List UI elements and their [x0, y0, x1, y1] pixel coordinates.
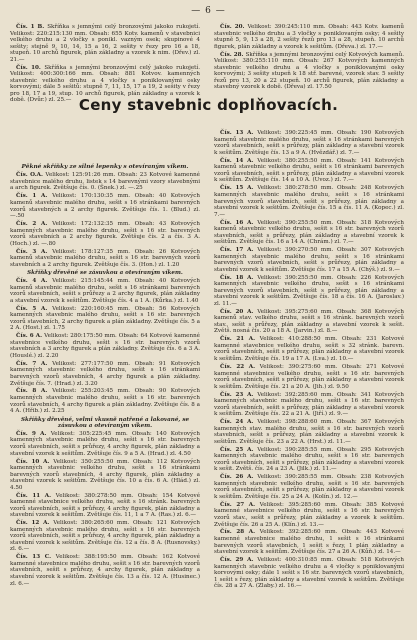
entry-number: Čís. 28 A. [220, 529, 260, 536]
catalog-entry [214, 130, 404, 156]
entry-text: Velikost: 380:278:50 mm. Obsah: 248 Kotvových kamenných stavebnic malého druhu, sešit s 16 stránkami barevných vzorů stavebních, sešit s průřezy, plán základny a stavební vzorek k sešitům. Zvětšuje čís. 15 a čís. 11 A. (Kopec.) zl. 7.— [214, 185, 404, 218]
catalog-entry [10, 306, 200, 332]
entry-text: Velikost: 390:245:110 mm. Obsah: 443 Kotv. kamenů stavebnic velkého druhu a 3 vločky s poniklovaným osky; 4 sešity stupně 5, 9, 13 a 28, 2 sešity řezů pro 13 a 28, stupeň. 10 archů figurek, plán základny a vzorek k sešitům. (Dřeva.) zl. 17.— [214, 24, 404, 50]
entry-number: Čís. 10. [16, 64, 45, 71]
catalog-entry [214, 220, 404, 246]
catalog-entry [10, 493, 200, 519]
catalog-entry [214, 52, 404, 91]
entry-number: Čís. 13 A. [220, 130, 258, 137]
entry-text: Velikost: 178:127:35 mm. Obsah: 26 Kotvových kamenů stavebnic malého druhu, sešit s 16 str. barevných vzorů stavebních a 2 archy figurek. Zvětšuje čís. 3. (Hon.) zl. 1.20 [10, 248, 200, 268]
catalog-entry [10, 459, 200, 492]
entry-text: Velikost: 388:195:50 mm. Obsah: 162 Kotvové kamenné stavebnice malého druhu, sešit s 16 str. barevných vzorů stavebních, sešit s průřezy, 4 archy figurek, plán základny a stavební vzorek k sešitům. Zvětšuje čís. 13 a čís. 12 A. (Husinec.) zl. 6.— [10, 554, 200, 587]
entry-number: Čís. 3 A. [16, 248, 53, 255]
entry-text: Velikost: 390:255:50 mm. Obsah: 226 Kotvových kamenných stavebnic velkého druhu, sešit s 16 stránkami barevných vzorů stavebních, sešit s průřezy, plán základny a stavební vzorek k sešitům. Zvětšuje čís. 18 a čís. 16 A. (Jaroslav.) zl. 11.— [214, 274, 404, 307]
entry-text: Velikost: 390:255:50 mm. Obsah: 318 Kotvových kamenů stavebnic velkého druhu, sešit s 16 str. barevných vzorů stavebních, sešit s průřezy, plán základny a stavební vzorek k sešitům. Zvětšuje čís. 16 a 14 A. (Chrám.) zl. 7.— [214, 219, 404, 246]
top-right-entries [214, 24, 404, 91]
entry-text: Velikost: 220:160:45 mm. Obsah: 56 Kotvových kamenných stavebnic malého druhu, sešit s 16 str. barevných vzorů stavebních, 2 archy figurek a plán základny. Zvětšuje čís. 5 a 2 A. (Host.) zl. 1.75 [10, 305, 200, 332]
entry-text: Velikost: 390:285:55 mm. Obsah: 238 Kotvových kamenných stavebnic velkého druhu, sešit s 16 str. barevných vzorů stavebních, sešit s průřezy, plán základny a stavební vzorek k sešitům. Zvětšuje čís. 25 a 24 A. (Kolín.) zl. 12.— [214, 474, 404, 500]
entry-number: Čís. 16 A. [220, 219, 258, 226]
catalog-entry [10, 278, 200, 304]
catalog-entry [10, 554, 200, 587]
entry-number: Čís. 20. [220, 24, 248, 30]
entry-text: Velikost: 380:278:50 mm. Obsah: 154 Kotvové kamenné stavebnice velkého druhu, sešit s 16 stránk. barevných vzorů stavebních, sešit s průřezy, 4 archy figurek, plán základny a stavební vzorek k sešitům. Zvětšuje čís. 11, 1 a 7 A. (Ras.) zl. 6.— [10, 492, 200, 519]
entry-number: Čís. 28. [220, 51, 246, 58]
entry-number: Čís. 13 C. [16, 554, 56, 561]
catalog-entry [214, 247, 404, 273]
entry-text: Velikost: 390:285:55 mm. Obsah: 295 Kotvových kamenných stavebnic malého druhu, sešit s 16 str. barevných vzorů stavebních, sešit s průřezy, plán základny a stavební vzorek k sešit. Zvětš. čís. 24 a 23 A. (Jilk.) zl. 11.— [214, 446, 404, 473]
entry-text: Velikost: 305:225:45 mm. Obsah: 140 Kotvových kamenných stavebnic malého druhu, sešit s 16 str. barevných vzorů stavebních, sešit s průřezy, 4 archy figurek, plán základny a stavební vzorek k sešitům. Zvětšuje čís. 9 a 5 A. (Hrad.) zl. 4.50 [10, 430, 200, 457]
entry-text: Velikost: 125:91:26 mm. Obsah: 23 Kotvové kamenné stavebnice malého druhu, listek s 14 barevnými vzory stavebnými a arch figurek. Zvětšuje čís. 0. (Šnek.) zl. —.25 [10, 172, 200, 192]
entry-number: Čís. 6 A. [16, 333, 45, 340]
catalog-entry [214, 364, 404, 390]
catalog-entry [214, 502, 404, 528]
entry-number: Čís. 12 A. [16, 520, 54, 527]
entry-number: Čís. 8 A. [16, 388, 53, 395]
entry-number: Čís. 25 A. [220, 446, 258, 453]
entry-text: Velikost: 172:132:35 mm. Obsah: 43 Kotvových kamenných stavebnic malého druhu, sešit s 16 str. barevných vzorů stavebních a 2 archy figurek. Zvětšuje čís. 2 a čís. 3 A. (Hoch.) zl. —.80 [10, 221, 200, 247]
catalog-entry [214, 336, 404, 362]
section-heading: Pěkné skříňky ze silné lepenky s otevíraným víkem. [21, 164, 189, 171]
entry-text: Velikost: 390:225:45 mm. Obsah: 190 Kotvových kamenů stavebnic malého druhu, sešit s 16 stránkami barevných vzorů stavebních, sešit s průřezy, plán základny a stavební vzorek k sešitům. Zvětšuje čís. 13 a 9 A. (Hvězdář.) zl. 7.— [214, 130, 404, 156]
entry-number: Čís. 7 A. [16, 360, 53, 367]
catalog-entry [10, 333, 200, 359]
catalog-entry [214, 275, 404, 308]
entry-text: Velikost: 280:175:50 mm. Obsah: 64 Kotvové kamenné stavebnice velkého druhu, sešit s 16 str. barevných vzorů stavebních a 3 archy figurek a plán základny. Zvětšuje čís. 6 a 3 A. (Houslé.) zl. 2.20 [10, 333, 200, 359]
right-body-entries [214, 130, 404, 590]
entry-number: Čís. O.A. [16, 172, 46, 179]
entry-text: Velikost: 392:285:60 mm. Obsah: 443 Kotvové kamenné stavebnice malého druhu, 1 sešit s 16 stránkami barevných vzorů stavebních, 1 sešit s řezy, 1 plán základny a stavební vzorek k sešitům. Zvětšuje čís. 27 a 26 A. (Kůň.) zl. 14.— [214, 529, 404, 556]
catalog-entry [10, 221, 200, 247]
entry-text: Skříňka s jemnými bronzovými celý jakoko rukojetí. Velikost: 400:300:166 mm. Obsah: 881 Kotvov. kamenných stavebnic velkého druhu a 4 vločky s poniklovanými osky korvovými; dále 5 sešitů: stupně 7, 11, 15, 17 a 19, 2 sešity v řezy pro 18, 17 a 19, stup. 10 archů figurek, plán základny a vzorek k době. (Dvůr.) zl. 25.— [10, 64, 200, 104]
entry-text: Velikost: 395:275:60 mm. Obsah: 368 Kotvových kamenů stav. velkého druhu, sešit s 16 stránk. barevných vzorů stav., sešit s průřezy, plán základny a stavební vzorek k sešit. Zvětš. nosná čís. 20 a 18 A. (Jarvin.) zl. 8.— [214, 308, 404, 335]
entry-number: Čís. 1 A. [16, 193, 53, 200]
catalog-entry [10, 361, 200, 387]
page-title: Ceny stavebnic doplňovacích. [78, 96, 339, 114]
entry-text: Velikost: 380:255:50 mm. Obsah: 141 Kotvových kamenů stavebnic velkého druhu, sešit s 16 stránkami barevných vzorů stavebních, sešit s průřezy, plán základny a stavební vzorek k sešitům. Zvětšuje čís. 14 a 10 A. (Uvoz.) zl. 7.— [214, 157, 404, 184]
entry-text: Skříňka s jemnými celý bronzovými jakoko rukojetí. Velikost: 220:215:130 mm. Obsah: 655 Kotv. kamenů v stavebnici velkého druhu a 2 vločky s ponikl. vazným osek; skupinové 4 sešity; stejně 9, 10, 14, 15 a 16, 2 sešity v řezy pro 16 a 18, stupeň. 10 archů figurek, plán základny a vzorek k nim. (Dřev.) zl. 21.— [10, 24, 200, 63]
entry-number: Čís. 23 A. [220, 391, 258, 398]
entry-text: Velikost: 170:130:35 mm. Obsah: 40 Kotvových kamenů stavebnic malého druhu, sešit s 16 stránkami barevných vzorů stavebných a 2 archy figurek. Zvětšuje čís. 1. (Blud.) zl. —.50 [10, 193, 200, 220]
entry-text: Velikost: 398:288:60 mm. Obsah: 367 Kotvových kamenných stav. malého druhu, sešit s 16 str. barevných vzorů stavebních, sešit s průřezy, plán základny a stavební vzorek k sešitům. Zvětšuje čís. 23 a 22 A. (Hrst.) zl. 11.— [214, 419, 404, 445]
entry-number: Čís. 26 A. [220, 474, 258, 481]
catalog-entry [10, 431, 200, 457]
entry-number: Čís. 22 A. [220, 363, 260, 370]
entry-text: Velikost: 410:288:50 mm. Obsah: 231 Kotvové kamenné stavebnice velkého druhu, sešit s 32 stránk. barevn. vzorů stavebních, sešit s průřezy, plán základny a stavební vzorek k sešitům. Zvětšuje čís. 19 a 17 A. (Lva.) zl. 10.— [214, 336, 404, 363]
entry-text: Velikost: 380:265:60 mm. Obsah: 121 Kotvových kamenných stavebnic malého druhu, sešit s 16 str. barevných vzorů stavebních, sešit s průřezy, 4 archy figurek, plán základny a stavební vzorek k sešitům. Zvětšuje čís. 12 a čís. 8 A. (Rusnovsky.) zl. 6.— [10, 520, 200, 553]
left-body-entries [10, 164, 200, 587]
catalog-entry [214, 158, 404, 184]
catalog-entry [10, 172, 200, 192]
entry-number: Čís. 9 A. [16, 430, 51, 437]
entry-text: Velikost: 277:177:50 mm. Obsah: 91 Kotvových kamenných stavebnic velkého druhu, sešit s 16 stránkami barevných vzorů stavebních, 4 archy figurek a plán základny. Zvětšuje čís. 7. (Hrad.) zl. 3.20 [10, 360, 200, 387]
entry-number: Čís. 18 A. [220, 274, 258, 281]
entry-number: Čís. 4 A. [16, 278, 53, 285]
top-left-entries [10, 24, 200, 104]
entry-text: Velikost: 350:255:50 mm. Obsah: 112 Kotvových kamenných stavebnic velkého druhu, sešit s 16 stránkami barevných vzorů stavebních, 4 archy figurek, plán základny a stavební vzorek k sešitům. Zvětšuje čís. 10 a čís. 6 A. (Hlád.) zl. 4.50 [10, 458, 200, 491]
entry-number: Čís. 11 A. [16, 492, 56, 499]
entry-number: Čís. 17 A. [220, 247, 258, 254]
entry-number: Čís. 15 A. [220, 185, 258, 192]
section-heading: Skříňky dřevěné se zásuvkou a otevíraným víkem. [27, 270, 183, 277]
catalog-entry [10, 520, 200, 553]
entry-number: Čís. 1 B. [16, 24, 48, 30]
entry-number: Čís. 29 A. [220, 557, 258, 564]
entry-number: Čís. 20 A. [220, 308, 258, 315]
entry-number: Čís. 2 A. [16, 221, 53, 227]
entry-text: Skříňka s jemnými bronzovými celý Kotvových kamenů. Velikost: 380:255:110 mm. Obsah: 267 Kotvových kamenných stavebnic velkého druhu a 4 vločky s poniklovanými osky korvovými; 3 sešity stupeň k 18 stř. barevné, vzorek stav. 5 sešity řezů pro 13, 20 a 22 stupeň. 10 archů figurek, plán základny a stavebný vzorek k době. (Dřeva) zl. 17.50 [214, 51, 404, 91]
catalog-entry [214, 529, 404, 555]
catalog-entry [214, 392, 404, 418]
entry-number: Čís. 24 A. [220, 419, 258, 426]
entry-number: Čís. 21 A. [220, 336, 260, 343]
entry-text: Velikost: 395:285:60 mm. Obsah: 385 Kotvové kamenné stavebnice velkého druhu, sešit s 16 str. barevných vzorů stav., sešit s průřezy, plán základny a vzorek k sešitům. Zvětšuje čís. 26 a 25 A. (Klín.) zl. 13.— [214, 501, 404, 528]
entry-number: Čís. 27 A. [220, 501, 260, 508]
catalog-entry [214, 24, 404, 50]
entry-text: Velikost: 215:145:44 mm. Obsah: 40 Kotvových kamenů stavebnic malého druhu, sešit s 16 stránkami barevných vzorů stavebních, sešit s průřezy a 2 archy figurek, plán základny a stavební vzorek k sešitům. Zvětšuje čís. 4 a 1 A. (Kůrka.) zl. 1.40 [10, 278, 200, 304]
entry-number: Čís. 5 A. [16, 305, 53, 312]
catalog-entry [10, 193, 200, 219]
catalog-entry [214, 557, 404, 590]
catalog-entry [214, 474, 404, 500]
entry-text: Velikost: 390:275:60 mm. Obsah: 271 Kotvové kamenné stavebnice velkého druhu, sešit s 16 str. barevných vzorů stavebních, sešit s průřezy, plán základny a stavební vzorek k sešitům. Zvětšuje čís. 21 a 20 A. (Jih.) zl. 9.50 [214, 363, 404, 390]
entry-number: Čís. 10 A. [16, 458, 54, 465]
catalog-entry [10, 388, 200, 414]
section-heading: Skříňky dřevěné, velmi vkusně natřené a lakované, se zásuvkou a otevíraným víkem. [20, 416, 190, 430]
catalog-entry [214, 185, 404, 218]
entry-text: Velikost: 255:203:45 mm. Obsah: 90 Kotvových kamenných stavebnic malého druhu, sešit s 16 str. barevných vzorů stavebních, 4 archy figurek a plán základny. Zvětšuje čís. 8 a 4 A. (Hřib.) zl. 2.25 [10, 388, 200, 415]
catalog-entry [214, 309, 404, 335]
catalog-entry [10, 249, 200, 269]
catalog-entry [214, 447, 404, 473]
page-number: — 6 — [191, 6, 226, 16]
catalog-entry [214, 419, 404, 445]
entry-number: Čís. 14 A. [220, 157, 258, 164]
entry-text: Velikost: 390:270:50 mm. Obsah: 307 Kotvových kamenných stavebnic malého druhu, sešit s 16 stránkami barevných vzorů stavebních, sešit s průřezy, plán základny a stavební vzorek k sešitům. Zvětšuje čís. 17 a 15 A. (Chýš.) zl. 9.— [214, 247, 404, 273]
entry-text: Velikost: 400:310:85 mm. Obsah: 518 Kotvových kamenných stavebnic velkého druhu a 4 vločky s poniklovanými korvovými osky; dále 1 sešit s 16 str. barevných vzorů stavebních, 1 sešit s řezy, plán základny a stavební vzorek k sešitům. Zvětšuje čís. 28 a 27 A. (Zlaby.) zl. 16.— [214, 557, 404, 590]
catalog-entry [10, 24, 200, 63]
entry-text: Velikost: 392:285:60 mm. Obsah: 341 Kotvových kamenných stavebnic malého druhu, sešit s 16 str. barevných vzorů stavebních, sešit s průřezy, plán základny a stavební vzorek k sešitům. Zvětšuje čís. 22 a 21 A. (Jiří.) zl. 9.— [214, 391, 404, 418]
